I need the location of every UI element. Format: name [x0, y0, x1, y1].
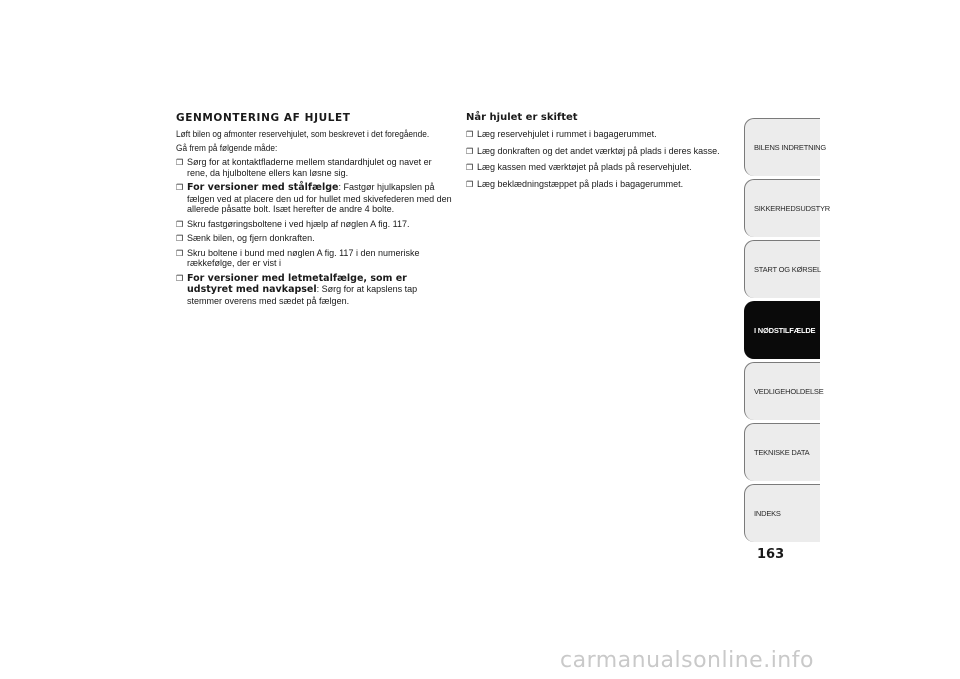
checkbox-bullet-icon: ❒ [176, 234, 184, 243]
list-item [176, 273, 454, 307]
left-column [176, 112, 454, 310]
checkbox-bullet-icon: ❒ [466, 130, 474, 139]
list-item [466, 179, 736, 190]
list-item-text: Læg reservehjulet i rummet i bagagerummet. [477, 129, 657, 139]
list-item [466, 162, 736, 173]
list-item [176, 248, 454, 269]
after-change-list [466, 129, 736, 189]
chapter-tab[interactable] [744, 179, 830, 237]
chapter-tab-label: VEDLIGEHOLDELSE [754, 387, 824, 396]
list-item [466, 146, 736, 157]
chapter-tab[interactable] [744, 118, 827, 176]
checkbox-bullet-icon: ❒ [176, 158, 184, 167]
subsection-heading: Når hjulet er skiftet [466, 112, 578, 123]
chapter-tab-label: BILENS INDRETNING [754, 143, 827, 152]
chapter-tab-label: INDEKS [754, 509, 781, 518]
list-item-text: Læg kassen med værktøjet på plads på reservehjulet. [477, 162, 692, 172]
chapter-tab-label: SIKKERHEDSUDSTYR [754, 204, 830, 213]
checkbox-bullet-icon: ❒ [176, 248, 184, 258]
instruction-list [176, 157, 454, 306]
chapter-tab[interactable] [744, 362, 824, 420]
checkbox-bullet-icon: ❒ [466, 163, 474, 172]
list-item-text: Skru boltene i bund med nøglen A fig. 117 i den numeriske rækkefølge, der er vist i [187, 247, 420, 268]
checkbox-bullet-icon: ❒ [176, 219, 184, 229]
list-item-text: Læg beklædningstæppet på plads i bagagerummet. [477, 178, 684, 189]
intro-paragraph: Løft bilen og afmonter reservehjulet, som beskrevet i det foregående. [176, 129, 430, 139]
checkbox-bullet-icon: ❒ [466, 179, 474, 189]
list-item-text: Skru fastgøringsboltene i ved hjælp af nøglen A fig. 117. [187, 218, 410, 229]
intro-paragraph-2: Gå frem på følgende måde: [176, 143, 278, 153]
checkbox-bullet-icon: ❒ [176, 183, 184, 192]
list-item [466, 129, 736, 140]
page-number: 163 [757, 547, 785, 562]
chapter-tab-label: TEKNISKE DATA [754, 448, 810, 457]
chapter-tab[interactable] [744, 484, 820, 542]
watermark: carmanualsonline.info [560, 648, 814, 673]
chapter-tab-label: START OG KØRSEL [754, 265, 822, 274]
chapter-tab[interactable] [744, 240, 820, 298]
list-item-bold: For versioner med stålfælge [187, 182, 339, 193]
checkbox-bullet-icon: ❒ [466, 146, 474, 156]
list-item-text: Sørg for at kontaktfladerne mellem standardhjulet og navet er rene, da hjulboltene ellers kan løsne sig. [187, 157, 432, 178]
chapter-tab-label: I NØDSTILFÆLDE [754, 326, 816, 335]
section-heading: GENMONTERING AF HJULET [176, 112, 351, 124]
list-item-text: Sænk bilen, og fjern donkraften. [187, 233, 315, 243]
list-item-text: : Sørg for at kapslens tap stemmer overens med sædet på fælgen. [187, 284, 418, 306]
chapter-tab[interactable] [744, 301, 820, 359]
list-item [176, 157, 454, 178]
list-item [176, 233, 454, 244]
right-column [466, 112, 736, 195]
list-item-text: Læg donkraften og det andet værktøj på plads i deres kasse. [477, 145, 720, 156]
list-item [176, 219, 454, 230]
chapter-tab[interactable] [744, 423, 820, 481]
list-item-bold: For versioner med letmetalfælge, som er udstyret med navkapsel [187, 272, 407, 295]
chapter-tabs [744, 118, 830, 545]
checkbox-bullet-icon: ❒ [176, 273, 184, 283]
list-item-text: : Fastgør hjulkapslen på fælgen ved at placere den ud for hullet med skivefederen med den allerede påsatte bolt. Isæt herefter de andre 4 bolte. [187, 182, 452, 214]
list-item [176, 182, 454, 215]
